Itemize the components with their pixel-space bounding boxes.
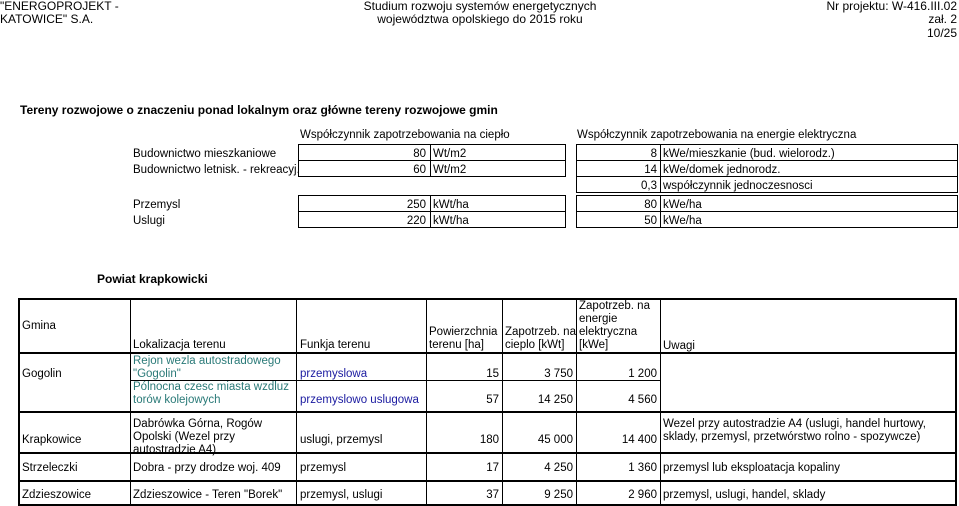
lokalizacja-cell: Rejon wezla autostradowego "Gogolin" <box>133 355 281 380</box>
uwagi-cell: przemysl, uslugi, handel, sklady <box>663 489 826 501</box>
header-powierzchnia: Powierzchnia terenu [ha] <box>429 326 498 351</box>
gmina-krapkowice: Krapkowice <box>22 434 82 446</box>
project-number: Nr projektu: W-416.III.02 <box>826 0 957 13</box>
lokalizacja-cell: Zdzieszowice - Teren "Borek" <box>133 489 283 501</box>
energia-cell: 1 200 <box>628 368 657 380</box>
elec-unit: kWe/ha <box>663 199 702 211</box>
header-uwagi: Uwagi <box>663 340 695 352</box>
elec-unit: kWe/mieszkanie (bud. wielorodz.) <box>663 148 835 160</box>
gmina-strzeleczki: Strzeleczki <box>22 462 78 474</box>
elec-unit: kWe/domek jednorodz. <box>663 164 781 176</box>
gmina-gogolin: Gogolin <box>22 368 62 380</box>
cieplo-cell: 3 750 <box>544 368 573 380</box>
coeff-row-label: Budownictwo mieszkaniowe <box>133 148 277 160</box>
elec-value: 80 <box>644 199 657 211</box>
header-energia: Zapotrzeb. na energie elektryczna [kWe] <box>579 300 650 351</box>
cieplo-cell: 45 000 <box>537 434 573 446</box>
uwagi-cell: Wezel przy autostradzie A4 (uslugi, handel hurtowy, sklady, przemysl, przetwórstwo rolno - spozywcze) <box>663 418 926 443</box>
section-title: Tereny rozwojowe o znaczeniu ponad lokalnym oraz główne tereny rozwojowe gmin <box>20 103 498 117</box>
energia-cell: 4 560 <box>628 394 657 406</box>
heat-value: 250 <box>406 199 426 211</box>
heat-unit: Wt/m2 <box>433 164 467 176</box>
simultaneity-label: współczynnik jednoczesnosci <box>663 180 813 192</box>
elec-unit: kWe/ha <box>663 215 702 227</box>
gmina-zdzieszowice: Zdzieszowice <box>22 489 92 501</box>
header-cieplo: Zapotrzeb. na cieplo [kWt] <box>505 326 576 351</box>
cieplo-cell: 4 250 <box>544 462 573 474</box>
uwagi-cell: przemysl lub eksploatacja kopaliny <box>663 462 841 474</box>
cieplo-cell: 9 250 <box>544 489 573 501</box>
company-name-line1: "ENERGOPROJEKT - <box>0 0 119 13</box>
elec-value: 14 <box>644 164 657 176</box>
heat-value: 60 <box>413 164 426 176</box>
funkcja-cell: przemyslowa <box>300 368 368 380</box>
powiat-title: Powiat krapkowicki <box>97 272 208 286</box>
lokalizacja-cell: Dabrówka Górna, Rogów Opolski (Wezel przy autostradzie A4) <box>133 418 263 456</box>
company-name-line2: KATOWICE" S.A. <box>0 12 94 26</box>
energia-cell: 14 400 <box>621 434 657 446</box>
powierzchnia-cell: 57 <box>486 394 499 406</box>
study-title-line1: Studium rozwoju systemów energetycznych <box>363 0 597 13</box>
coeff-row-label: Przemysl <box>133 199 181 211</box>
funkcja-cell: uslugi, przemysl <box>300 434 383 446</box>
cieplo-cell: 14 250 <box>537 394 573 406</box>
funkcja-cell: przemysl, uslugi <box>300 489 383 501</box>
coeff-row-label: Budownictwo letnisk. - rekreacyj. <box>133 164 300 176</box>
lokalizacja-cell: Dobra - przy drodze woj. 409 <box>133 462 281 474</box>
powierzchnia-cell: 37 <box>486 489 499 501</box>
heat-coefficient-header: Współczynnik zapotrzebowania na ciepło <box>300 129 510 141</box>
coeff-row-label: Uslugi <box>133 215 165 227</box>
powierzchnia-cell: 17 <box>486 462 499 474</box>
header-lokalizacja: Lokalizacja terenu <box>133 339 226 351</box>
powierzchnia-cell: 15 <box>486 368 499 380</box>
powierzchnia-cell: 180 <box>479 434 499 446</box>
energia-cell: 2 960 <box>628 489 657 501</box>
heat-value: 220 <box>406 215 426 227</box>
funkcja-cell: przemysl <box>300 462 347 474</box>
electricity-coefficient-header: Współczynnik zapotrzebowania na energie elektryczna <box>577 129 857 141</box>
lokalizacja-cell: Pólnocna czesc miasta wzdluz torów kolejowych <box>133 381 289 406</box>
energia-cell: 1 360 <box>628 462 657 474</box>
attachment-label: zał. 2 <box>928 12 957 26</box>
elec-value: 50 <box>644 215 657 227</box>
heat-unit: Wt/m2 <box>433 148 467 160</box>
page-number: 10/25 <box>926 26 957 40</box>
header-gmina: Gmina <box>22 320 56 332</box>
heat-value: 80 <box>413 148 426 160</box>
heat-unit: kWt/ha <box>433 199 469 211</box>
study-title-line2: województwa opolskiego do 2015 roku <box>377 12 583 26</box>
elec-value: 8 <box>650 148 657 160</box>
heat-unit: kWt/ha <box>433 215 469 227</box>
simultaneity-value: 0,3 <box>641 180 657 192</box>
header-funkcja: Funkja terenu <box>300 339 371 351</box>
funkcja-cell: przemyslowo uslugowa <box>300 394 419 406</box>
